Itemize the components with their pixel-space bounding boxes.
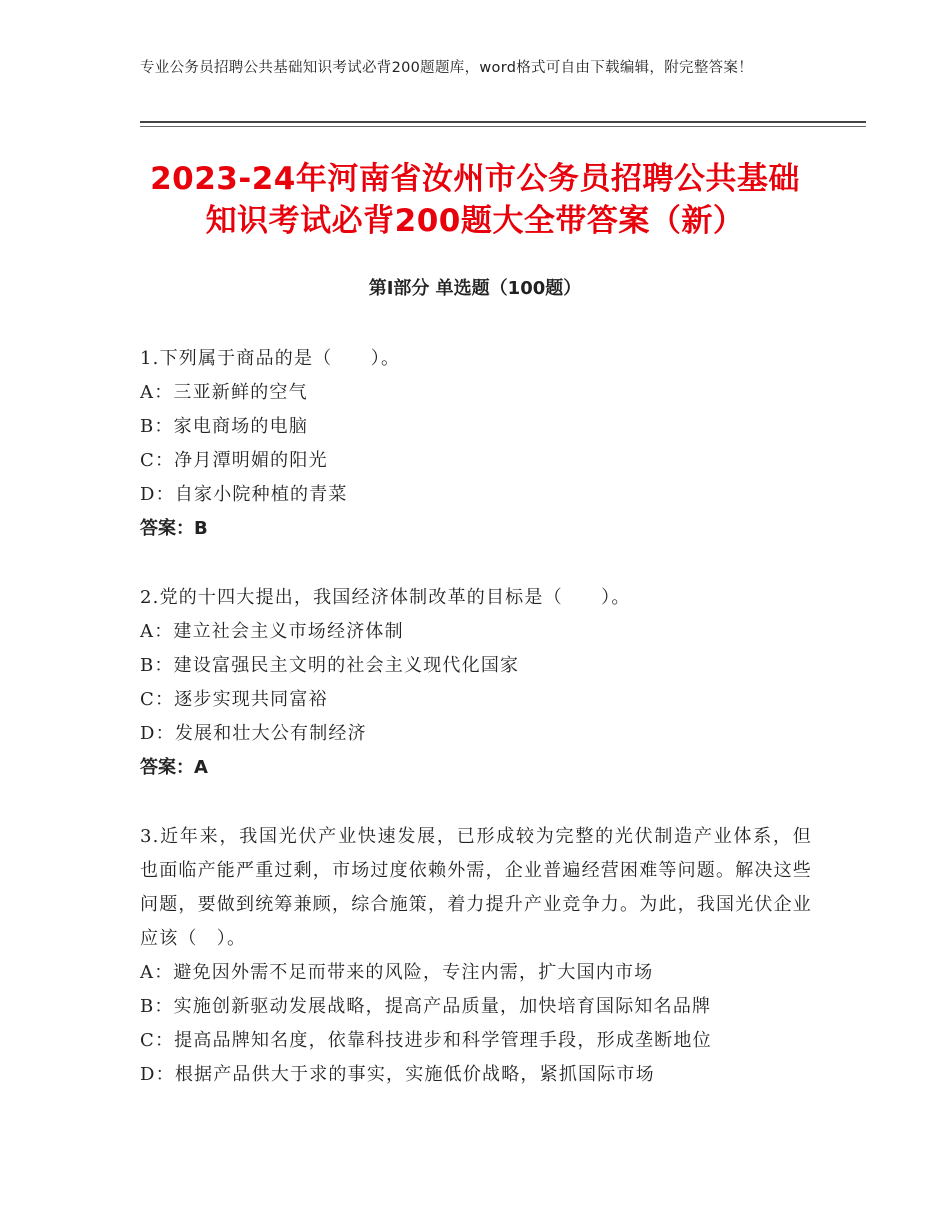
question-2	[140, 581, 812, 785]
header-rule-thick	[140, 121, 866, 123]
option-d: D：根据产品供大于求的事实，实施低价战略，紧抓国际市场	[140, 1064, 655, 1085]
option-a: A：避免因外需不足而带来的风险，专注内需，扩大国内市场	[140, 962, 654, 983]
option-c: C：提高品牌知名度，依靠科技进步和科学管理手段，形成垄断地位	[140, 1030, 712, 1051]
option-c: C：净月潭明媚的阳光	[140, 450, 328, 471]
question-stem: 1.下列属于商品的是（ ）。	[140, 348, 401, 369]
option-d: D：发展和壮大公有制经济	[140, 723, 367, 744]
question-1	[140, 342, 812, 546]
header-rule-thin	[140, 126, 866, 127]
option-b: B：建设富强民主文明的社会主义现代化国家	[140, 655, 520, 676]
option-d: D：自家小院种植的青菜	[140, 484, 348, 505]
question-list	[140, 342, 812, 1127]
answer: 答案：A	[140, 757, 208, 778]
question-stem: 3.近年来，我国光伏产业快速发展，已形成较为完整的光伏制造产业体系，但也面临产能严重过剩，市场过度依赖外需，企业普遍经营困难等问题。解决这些问题，要做到统筹兼顾，综合施策，着力提升产业竞争力。为此，我国光伏企业应该（ ）。	[140, 826, 812, 949]
document-title: 2023-24年河南省汝州市公务员招聘公共基础知识考试必背200题大全带答案（新）	[150, 161, 800, 239]
question-stem: 2.党的十四大提出，我国经济体制改革的目标是（ ）。	[140, 587, 631, 608]
option-a: A：建立社会主义市场经济体制	[140, 621, 404, 642]
option-b: B：实施创新驱动发展战略，提高产品质量，加快培育国际知名品牌	[140, 996, 712, 1017]
question-3	[140, 820, 812, 1092]
option-c: C：逐步实现共同富裕	[140, 689, 328, 710]
answer: 答案：B	[140, 518, 208, 539]
option-a: A：三亚新鲜的空气	[140, 382, 308, 403]
option-b: B：家电商场的电脑	[140, 416, 309, 437]
section-title: 第Ⅰ部分 单选题（100题）	[368, 278, 582, 299]
header-note: 专业公务员招聘公共基础知识考试必背200题题库，word格式可自由下载编辑，附完整答案！	[140, 60, 754, 76]
